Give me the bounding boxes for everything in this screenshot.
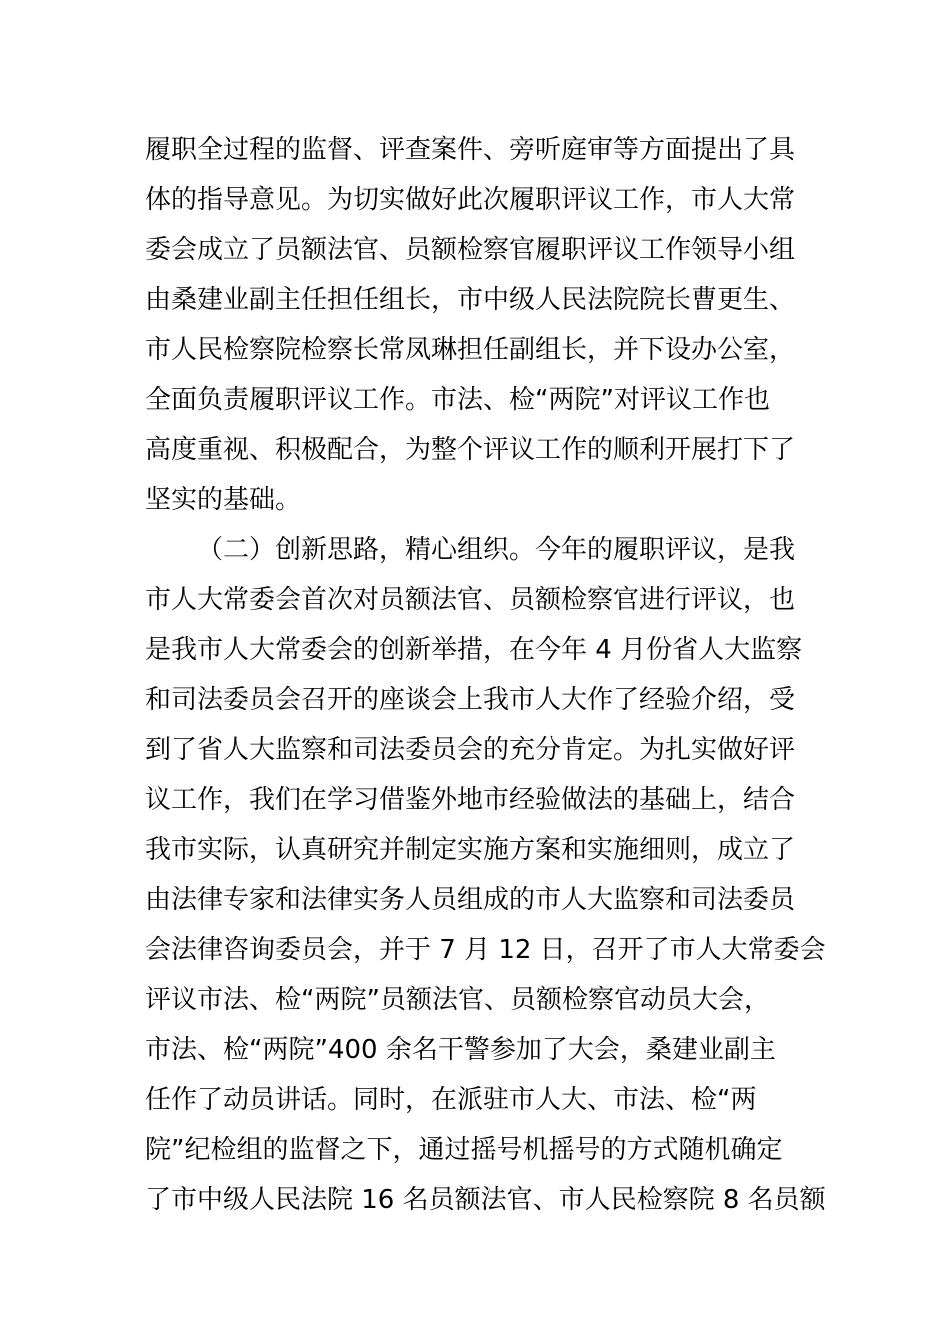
text-line: 评议市法、检“两院”员额法官、员额检察官动员大会， — [145, 985, 770, 1015]
text-line: 委会成立了员额法官、员额检察官履职评议工作领导小组 — [145, 235, 796, 265]
text-line: 院”纪检组的监督之下，通过摇号机摇号的方式随机确定 — [145, 1135, 783, 1165]
text-line: 市人大常委会首次对员额法官、员额检察官进行评议，也 — [145, 585, 796, 615]
text-line: 我市实际，认真研究并制定实施方案和实施细则，成立了 — [145, 835, 796, 865]
text-line: 坚实的基础。 — [145, 485, 302, 515]
text-line: 任作了动员讲话。同时，在派驻市人大、市法、检“两 — [145, 1085, 757, 1115]
text-line: 是我市人大常委会的创新举措，在今年 4 月份省人大监察 — [145, 635, 803, 665]
text-line: 体的指导意见。为切实做好此次履职评议工作，市人大常 — [145, 185, 796, 215]
text-line: 高度重视、积极配合，为整个评议工作的顺利开展打下了 — [145, 435, 796, 465]
text-line: 到了省人大监察和司法委员会的充分肯定。为扎实做好评 — [145, 735, 796, 765]
text-line: 履职全过程的监督、评查案件、旁听庭审等方面提出了具 — [145, 135, 796, 165]
text-line: 由法律专家和法律实务人员组成的市人大监察和司法委员 — [145, 885, 796, 915]
text-line: 议工作，我们在学习借鉴外地市经验做法的基础上，结合 — [145, 785, 796, 815]
text-line: 了市中级人民法院 16 名员额法官、市人民检察院 8 名员额 — [145, 1185, 826, 1215]
text-line: 由桑建业副主任担任组长，市中级人民法院院长曹更生、 — [145, 285, 796, 315]
text-line: 市人民检察院检察长常凤琳担任副组长，并下设办公室， — [145, 335, 796, 365]
text-line: 和司法委员会召开的座谈会上我市人大作了经验介绍，受 — [145, 685, 796, 715]
text-line: 会法律咨询委员会，并于 7 月 12 日，召开了市人大常委会 — [145, 935, 826, 965]
text-line: 全面负责履职评议工作。市法、检“两院”对评议工作也 — [145, 385, 770, 415]
paragraph-heading: （二）创新思路，精心组织。今年的履职评议，是我 — [197, 535, 796, 565]
text-line: 市法、检“两院”400 余名干警参加了大会，桑建业副主 — [145, 1035, 776, 1065]
